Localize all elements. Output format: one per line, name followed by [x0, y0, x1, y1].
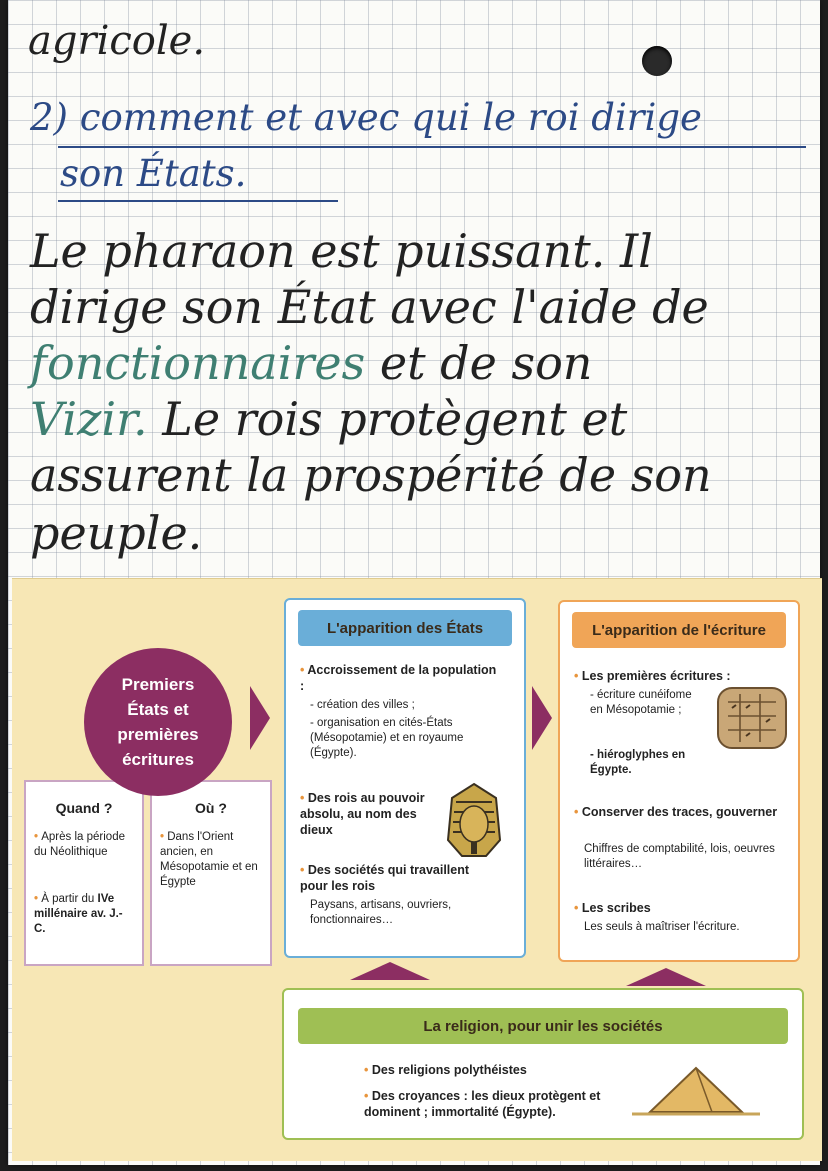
- heading-underline-2: [58, 200, 338, 202]
- note-body-line3-rest: et de son: [379, 336, 593, 390]
- ou-title: Où ?: [195, 800, 227, 816]
- quand-bullet-2-part2: IVe millénaire av. J.-C.: [34, 893, 123, 935]
- quand-box: [24, 780, 144, 966]
- note-body-line1: Le pharaon est puissant. Il: [30, 224, 653, 278]
- etats-bullet-3-text: Des sociétés qui travaillent pour les rois: [300, 863, 470, 893]
- note-body-line4: [30, 392, 627, 446]
- circle-line-2: États et: [127, 700, 189, 719]
- etats-title: L'apparition des États: [298, 610, 512, 646]
- ou-bullet-1-text: Dans l'Orient ancien, en Mésopotamie et en Égypte: [160, 831, 258, 888]
- ecriture-bullet-3-detail: Les seuls à maîtriser l'écriture.: [584, 921, 740, 933]
- quand-bullet-1: • Après la période du Néolithique: [34, 831, 125, 858]
- keyword-vizir: Vizir.: [30, 392, 148, 446]
- ecriture-bullet-1: • Les premières écritures :: [574, 669, 731, 683]
- note-body-line3: [30, 336, 592, 390]
- etats-bullet-3: • Des sociétés qui travaillent pour les rois: [300, 863, 470, 893]
- ecriture-sub-1: - écriture cunéifome en Mésopotamie ;: [590, 689, 692, 716]
- ecriture-bullet-1-text: Les premières écritures :: [581, 669, 731, 683]
- note-line-agricole: agricole.: [28, 18, 206, 64]
- ecriture-title: L'apparition de l'écriture: [572, 612, 786, 648]
- ou-box: [150, 780, 272, 966]
- note-body-line5: assurent la prospérité de son: [30, 448, 712, 502]
- quand-bullet-2-part1: À partir du: [41, 893, 95, 905]
- etats-bullet-1-text: Accroissement de la population :: [300, 663, 497, 693]
- circle-line-3: premières: [117, 725, 199, 744]
- pyramid-icon: [632, 1062, 760, 1122]
- ecriture-bullet-3-text: Les scribes: [581, 901, 651, 915]
- ecriture-bullet-3: • Les scribes: [574, 901, 651, 915]
- ecriture-bullet-2: • Conserver des traces, gouverner: [574, 805, 778, 819]
- etats-box: [284, 598, 526, 958]
- etats-bullet-2-text: Des rois au pouvoir absolu, au nom des dieux: [300, 791, 425, 837]
- cuneiform-tablet-icon: [716, 686, 788, 750]
- arrow-right-2: [532, 686, 552, 750]
- etats-bullet-2: • Des rois au pouvoir absolu, au nom des dieux: [300, 791, 425, 837]
- central-topic-circle: [84, 648, 232, 796]
- etats-bullet-1: • Accroissement de la population :: [300, 663, 497, 693]
- circle-line-4: écritures: [122, 750, 194, 769]
- note-body-line4-rest: Le rois protègent et: [162, 392, 628, 446]
- religion-bullet-1-text: Des religions polythéistes: [371, 1063, 527, 1077]
- quand-bullet-2: • À partir du IVe millénaire av. J.-C.: [34, 893, 123, 935]
- quand-title: Quand ?: [55, 800, 113, 816]
- punch-hole: [642, 46, 672, 76]
- etats-sub-2: - organisation en cités-États (Mésopotamie) et en royaume (Égypte).: [310, 717, 464, 759]
- religion-bullet-1: • Des religions polythéistes: [364, 1063, 527, 1077]
- pharaoh-mask-icon: [436, 780, 512, 860]
- etats-bullet-3-detail: Paysans, artisans, ouvriers, fonctionnaires…: [310, 899, 452, 926]
- heading-underline-1: [58, 146, 806, 148]
- religion-title: La religion, pour unir les sociétés: [298, 1008, 788, 1044]
- ecriture-bullet-2-text: Conserver des traces, gouverner: [581, 805, 778, 819]
- religion-bullet-2: • Des croyances : les dieux protègent et dominent ; immortalité (Égypte).: [364, 1089, 601, 1119]
- note-body-line2: dirige son État avec l'aide de: [30, 280, 709, 334]
- ecriture-box: [558, 600, 800, 962]
- quand-bullet-1-text: Après la période du Néolithique: [34, 831, 125, 858]
- section-heading-line2: son États.: [60, 152, 247, 195]
- arrow-right-1: [250, 686, 270, 750]
- ecriture-bullet-2-detail: Chiffres de comptabilité, lois, oeuvres littéraires…: [584, 843, 775, 870]
- arrow-up-1: [350, 962, 430, 980]
- arrow-up-2: [626, 968, 706, 986]
- keyword-fonctionnaires: fonctionnaires: [30, 336, 366, 390]
- section-heading-line1: 2) comment et avec qui le roi dirige: [30, 96, 702, 139]
- etats-sub-1: - création des villes ;: [310, 699, 415, 711]
- ou-bullet-1: • Dans l'Orient ancien, en Mésopotamie et en Égypte: [160, 831, 258, 888]
- religion-bullet-2-text: Des croyances : les dieux protègent et dominent ; immortalité (Égypte).: [364, 1089, 601, 1119]
- ecriture-sub-2: - hiéroglyphes en Égypte.: [590, 749, 686, 776]
- religion-box: [282, 988, 804, 1140]
- circle-line-1: Premiers: [121, 675, 195, 694]
- note-body-line6: peuple.: [30, 506, 203, 560]
